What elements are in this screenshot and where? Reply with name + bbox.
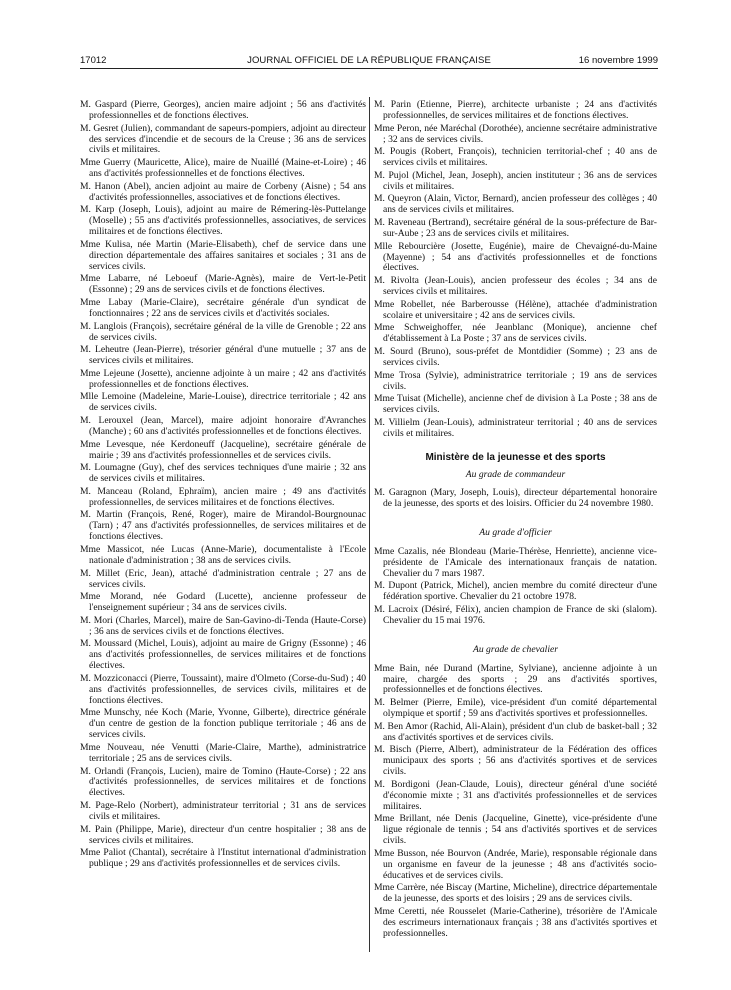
honoree-entry: M. Mori (Charles, Marcel), maire de San-Gavino-di-Tenda (Haute-Corse) ; 36 ans de services civils et de fonctions électives. [80,614,366,637]
honoree-entry: M. Gesret (Julien), commandant de sapeurs-pompiers, adjoint au directeur des services d'incendie et de secours de la Creuse ; 36 ans de services civils et militaires. [80,122,366,156]
honoree-entry: M. Ben Amor (Rachid, Ali-Alain), président d'un club de basket-ball ; 32 ans d'activités sportives et de services civils. [374,720,657,743]
honoree-entry: M. Rivolta (Jean-Louis), ancien professeur des écoles ; 34 ans de services civils et militaires. [374,275,657,298]
honoree-entry: M. Belmer (Pierre, Emile), vice-président d'un comité départemental olympique et sportif ; 59 ans d'activités sportives et professionnelles. [374,697,657,720]
honoree-entry: M. Loumagne (Guy), chef des services techniques d'une mairie ; 32 ans de services civils et militaires. [80,462,366,485]
honoree-entry: M. Pain (Philippe, Marie), directeur d'un centre hospitalier ; 38 ans de services civils et militaires. [80,823,366,846]
honoree-entry: Mlle Rebourcière (Josette, Eugénie), maire de Chevaigné-du-Maine (Mayenne) ; 54 ans d'activités professionnelles et de fonctions électives. [374,240,657,274]
honoree-entry: M. Villielm (Jean-Louis), administrateur territorial ; 40 ans de services civils et militaires. [374,416,657,439]
honoree-entry: M. Gaspard (Pierre, Georges), ancien maire adjoint ; 56 ans d'activités professionnelles et de fonctions électives. [80,99,366,121]
right-entry-list [374,100,657,440]
grade-commandeur-heading: Au grade de commandeur [465,468,566,480]
officier-entry-list [374,547,657,627]
honoree-entry: M. Sourd (Bruno), sous-préfet de Montdidier (Somme) ; 23 ans de services civils. [374,346,657,368]
honoree-entry: Mme Ceretti, née Rousselet (Marie-Catherine), trésorière de l'Amicale des escrimeurs internationaux français ; 38 ans d'activités sportives et professionnelles. [374,906,657,939]
honoree-entry: Mme Schweighoffer, née Jeanblanc (Monique), ancienne chef d'établissement à La Poste ; 37 ans de services civils. [374,322,657,345]
honoree-entry: M. Page-Relo (Norbert), administrateur territorial ; 31 ans de services civils et militaires. [80,800,366,822]
honoree-entry: M. Pougis (Robert, François), technicien territorial-chef ; 40 ans de services civils et militaires. [374,146,657,169]
honoree-entry: Mme Guerry (Mauricette, Alice), maire de Nuaillé (Maine-et-Loire) ; 46 ans d'activités professionnelles et de fonctions électives. [80,157,366,180]
honoree-entry: M. Garagnon (Mary, Joseph, Louis), directeur départemental honoraire de la jeunesse, des sports et des loisirs. Officier du 24 novembre 1980. [374,487,657,510]
honoree-entry: Mme Carrère, née Biscay (Martine, Micheline), directrice départementale de la jeunesse, des sports et des loisirs ; 29 ans de services civils. [374,882,657,905]
honoree-entry: M. Lacroix (Désiré, Félix), ancien champion de France de ski (slalom). Chevalier du 15 mai 1976. [374,604,657,626]
honoree-entry: Mme Busson, née Bourvon (Andrée, Marie), responsable régionale dans un organisme en faveur de la jeunesse ; 48 ans d'activités socio-éducatives et de services civils. [374,847,657,881]
honoree-entry: M. Mozziconacci (Pierre, Toussaint), maire d'Olmeto (Corse-du-Sud) ; 40 ans d'activités professionnelles, de services civils, militaires et de fonctions électives. [80,672,366,706]
honoree-entry: M. Moussard (Michel, Louis), adjoint au maire de Grigny (Essonne) ; 46 ans d'activités professionnelles, de services militaires et de fonctions électives. [80,638,366,672]
honoree-entry: M. Pujol (Michel, Jean, Joseph), ancien instituteur ; 36 ans de services civils et militaires. [374,169,657,192]
chevalier-entry-list [374,664,657,940]
honoree-entry: Mme Peron, née Maréchal (Dorothée), ancienne secrétaire administrative ; 32 ans de services civils. [374,122,657,145]
honoree-entry: Mme Labarre, né Leboeuf (Marie-Agnès), maire de Vert-le-Petit (Essonne) ; 29 ans de services civils et de fonctions électives. [80,273,366,296]
issue-date: 16 novembre 1999 [578,55,658,66]
honoree-entry: M. Raveneau (Bertrand), secrétaire général de la sous-préfecture de Bar-sur-Aube ; 23 ans de services civils et militaires. [374,217,657,239]
honoree-entry: M. Hanon (Abel), ancien adjoint au maire de Corbeny (Aisne) ; 54 ans d'activités professionnelles, associatives et de fonctions électives. [80,180,366,203]
journal-title: JOURNAL OFFICIEL DE LA RÉPUBLIQUE FRANÇAISE [247,55,491,66]
header-rule [80,68,658,69]
honoree-entry: Mme Robellet, née Barberousse (Hélène), attachée d'administration scolaire et universitaire ; 42 ans de services civils. [374,298,657,321]
honoree-entry: Mme Cazalis, née Blondeau (Marie-Thérèse, Henriette), ancienne vice-présidente de l'Amicale des internationaux français de natation. Chevalier du 7 mars 1987. [374,545,657,579]
honoree-entry: Mme Bain, née Durand (Martine, Sylviane), ancienne adjointe à un maire, chargée des sports ; 29 ans d'activités sportives, professionnelles et de fonctions électives. [374,662,657,696]
left-column [80,100,366,872]
honoree-entry: Mlle Lemoine (Madeleine, Marie-Louise), directrice territoriale ; 42 ans de services civils. [80,391,366,414]
grade-chevalier-heading: Au grade de chevalier [473,643,558,655]
honoree-entry: M. Bisch (Pierre, Albert), administrateur de la Fédération des offices municipaux des sports ; 56 ans d'activités sportives et de services civils. [374,744,657,778]
honoree-entry: Mme Munschy, née Koch (Marie, Yvonne, Gilberte), directrice générale d'un centre de gestion de la fonction publique territoriale ; 46 ans de services civils. [80,707,366,741]
honoree-entry: M. Karp (Joseph, Louis), adjoint au maire de Rémering-lès-Puttelange (Moselle) ; 55 ans d'activités professionnelles, associatives, de services militaires et de fonctions électives. [80,204,366,238]
honoree-entry: Mme Morand, née Godard (Lucette), ancienne professeur de l'enseignement supérieur ; 34 ans de services civils. [80,591,366,614]
honoree-entry: Mme Labay (Marie-Claire), secrétaire générale d'un syndicat de fonctionnaires ; 22 ans de services civils et d'activités sociales. [80,296,366,319]
honoree-entry: Mme Kulisa, née Martin (Marie-Elisabeth), chef de service dans une direction départementale des affaires sanitaires et sociales ; 31 ans de services civils. [80,238,366,272]
honoree-entry: M. Martin (François, René, Roger), maire de Mirandol-Bourgnounac (Tarn) ; 47 ans d'activités professionnelles, de services militaires et de fonctions électives. [80,509,366,543]
honoree-entry: M. Bordigoni (Jean-Claude, Louis), directeur général d'une société d'économie mixte ; 31 ans d'activités professionnelles et de services militaires. [374,778,657,812]
honoree-entry: Mme Paliot (Chantal), secrétaire à l'Institut international d'administration publique ; 29 ans d'activités professionnelles et de services civils. [80,847,366,870]
honoree-entry: Mme Tuisat (Michelle), ancienne chef de division à La Poste ; 38 ans de services civils. [374,393,657,416]
honoree-entry: Mme Massicot, née Lucas (Anne-Marie), documentaliste à l'Ecole nationale d'administration ; 38 ans de services civils. [80,543,366,566]
commandeur-entry-list [374,488,657,510]
honoree-entry: Mme Lejeune (Josette), ancienne adjointe à un maire ; 42 ans d'activités professionnelles et de fonctions électives. [80,367,366,390]
honoree-entry: M. Lerouxel (Jean, Marcel), maire adjoint honoraire d'Avranches (Manche) ; 60 ans d'activités professionnelles et de fonctions électives. [80,415,366,437]
honoree-entry: Mme Levesque, née Kerdoneuff (Jacqueline), secrétaire générale de mairie ; 39 ans d'activités professionnelles et de services civils. [80,438,366,461]
honoree-entry: M. Parin (Etienne, Pierre), architecte urbaniste ; 24 ans d'activités professionnelles, de services militaires et de fonctions électives. [374,99,657,121]
honoree-entry: M. Langlois (François), secrétaire général de la ville de Grenoble ; 22 ans de services civils. [80,320,366,343]
page-header [80,55,658,69]
column-divider [369,97,370,952]
right-column [374,100,657,942]
honoree-entry: M. Dupont (Patrick, Michel), ancien membre du comité directeur d'une fédération sportive. Chevalier du 21 octobre 1978. [374,580,657,603]
grade-officier-heading: Au grade d'officier [479,527,552,539]
page-number: 17012 [80,55,107,66]
honoree-entry: M. Manceau (Roland, Ephraïm), ancien maire ; 49 ans d'activités professionnelles, de services militaires et de fonctions électives. [80,485,366,508]
honoree-entry: Mme Nouveau, née Venutti (Marie-Claire, Marthe), administratrice territoriale ; 25 ans de services civils. [80,741,366,764]
honoree-entry: M. Orlandi (François, Lucien), maire de Tomino (Haute-Corse) ; 22 ans d'activités professionnelles, de services militaires et de fonctions électives. [80,765,366,799]
honoree-entry: M. Leheutre (Jean-Pierre), trésorier général d'une mutuelle ; 37 ans de services civils et militaires. [80,344,366,367]
honoree-entry: M. Millet (Eric, Jean), attaché d'administration centrale ; 27 ans de services civils. [80,567,366,590]
honoree-entry: M. Queyron (Alain, Victor, Bernard), ancien professeur des collèges ; 40 ans de services civils et militaires. [374,193,657,216]
honoree-entry: Mme Brillant, née Denis (Jacqueline, Ginette), vice-présidente d'une ligue régionale de tennis ; 54 ans d'activités sportives et de services civils. [374,813,657,847]
ministry-title: Ministère de la jeunesse et des sports [425,451,606,463]
honoree-entry: Mme Trosa (Sylvie), administratrice territoriale ; 19 ans de services civils. [374,369,657,392]
